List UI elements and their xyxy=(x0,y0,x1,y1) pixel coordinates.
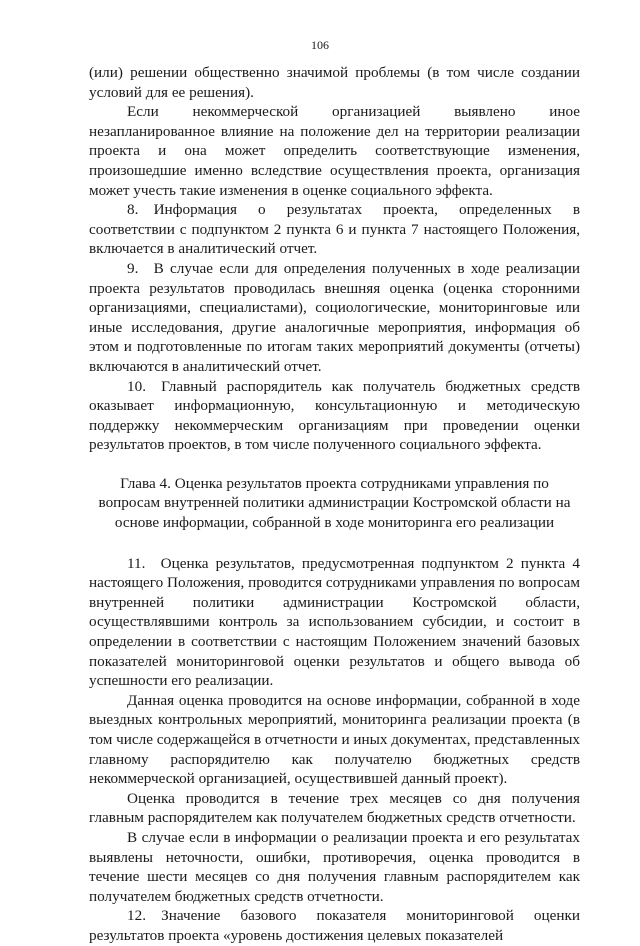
paragraph: В случае если в информации о реализации проекта и его результатах выявлены неточности, ошибки, противоречия, оценка проводится в течение шести месяцев со дня получения главным распорядителем как получателем бюджетных средств отчетности. xyxy=(89,828,580,905)
paragraph-item-8: 8. Информация о результатах проекта, определенных в соответствии с подпунктом 2 пункта 6 и пункта 7 настоящего Положения, включается в аналитический отчет. xyxy=(89,201,580,258)
paragraph: (или) решении общественно значимой проблемы (в том числе создании условий для ее решения). xyxy=(89,64,580,101)
paragraph-item-10: 10. Главный распорядитель как получатель бюджетных средств оказывает информационную, консультационную и методическую поддержку некоммерческим организациям при проведении оценки результатов проектов, в том числе полученного социального эффекта. xyxy=(89,377,580,454)
document-body xyxy=(89,63,580,946)
paragraph: Оценка проводится в течение трех месяцев со дня получения главным распорядителем как получателем бюджетных средств отчетности. xyxy=(89,789,580,827)
chapter-heading-line: Глава 4. Оценка результатов проекта сотрудниками управления по xyxy=(120,474,549,492)
paragraph-item-12: 12. Значение базового показателя мониторинговой оценки результатов проекта «уровень достижения целевых показателей xyxy=(89,907,580,944)
chapter-heading-line: основе информации, собранной в ходе мониторинга его реализации xyxy=(114,514,555,532)
paragraph: Если некоммерческой организацией выявлено иное незапланированное влияние на положение дел на территории реализации проекта и она может определить соответствующие изменения, произошедшие именно вследствие осуществления проекта, организация может учесть такие изменения в оценке социального эффекта. xyxy=(89,103,580,199)
paragraph: Данная оценка проводится на основе информации, собранной в ходе выездных контрольных мероприятий, мониторинга реализации проекта (в том числе содержащейся в отчетности и иных документах, представленных главному распорядителю как получателю бюджетных средств некоммерческой организацией, осуществившей данный проект). xyxy=(89,691,580,788)
paragraph-item-9: 9. В случае если для определения полученных в ходе реализации проекта результатов проводилась внешняя оценка (оценка сторонними организациями, специалистами), социологические, мониторинговые или иные исследования, другие аналогичные мероприятия, информация об этом и подготовленные по итогам таких мероприятий документы (отчеты) включаются в аналитический отчет. xyxy=(89,259,580,375)
paragraph-item-11: 11. Оценка результатов, предусмотренная подпунктом 2 пункта 4 настоящего Положения, проводится сотрудниками управления по вопросам внутренней политики администрации Костромской области, осуществлявшими контроль за использованием субсидии, и состоит в определении в соответствии с настоящим Положением значений базовых показателей мониторинговой оценки результатов и общего вывода об успешности его реализации. xyxy=(89,554,580,690)
page-number: 106 xyxy=(311,38,329,52)
chapter-heading xyxy=(95,474,574,533)
chapter-heading-line: вопросам внутренней политики администрации Костромской области на xyxy=(98,494,571,512)
